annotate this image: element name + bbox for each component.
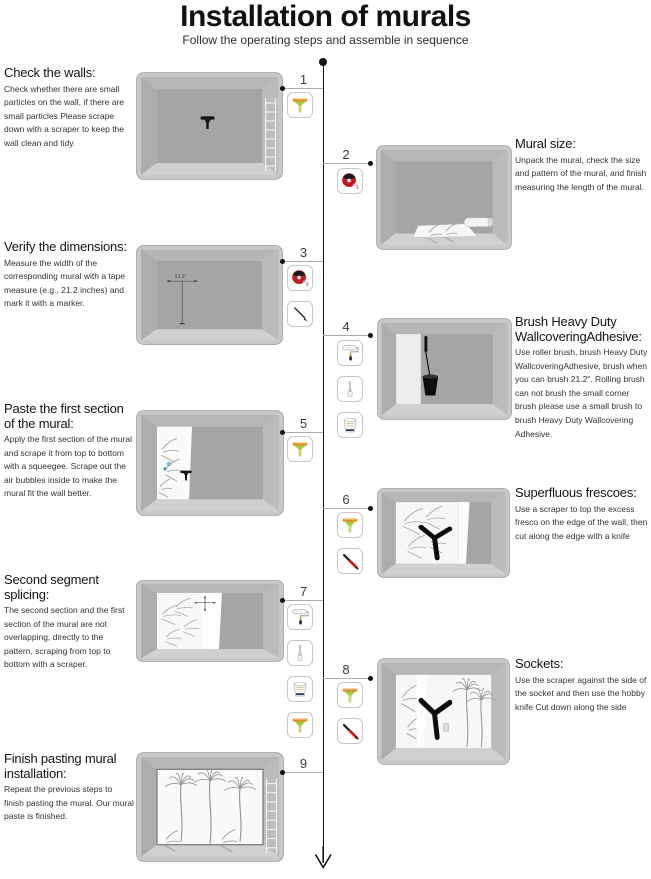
roller-brush-icon [337, 340, 363, 366]
step-connector [284, 416, 323, 433]
step-number: 1 [299, 72, 308, 87]
squeegee-icon [287, 712, 313, 738]
svg-text:21.2": 21.2" [174, 273, 187, 280]
squeegee-icon [337, 512, 363, 538]
connector-line [323, 163, 369, 164]
step-tool-icons [337, 340, 363, 438]
connector-line [284, 432, 323, 433]
connector-dot [280, 770, 285, 775]
roller-brush-icon [287, 604, 313, 630]
step-title: Finish pasting mural installation: [4, 751, 117, 781]
step-text-block [4, 66, 134, 151]
step-text-block [4, 752, 134, 824]
step-text-block [515, 486, 649, 543]
connector-dot [280, 430, 285, 435]
step-body: The second section and the first section of the mural are not overlapping, directly to the pattern, scraping from top to bottom with a scraper. [4, 605, 125, 670]
step-number: 7 [299, 584, 308, 599]
step-tool-icons [287, 436, 313, 462]
connector-line [323, 678, 369, 679]
step-connector [284, 756, 323, 773]
step-title: Mural size: [515, 136, 576, 151]
timeline-line [323, 62, 325, 850]
step-connector [323, 662, 369, 679]
step-illustration [136, 410, 284, 516]
squeegee-icon [287, 92, 313, 118]
step-text-block [515, 657, 649, 714]
tape-measure-icon [337, 168, 363, 194]
step-body: Use roller brush, brush Heavy Duty WallcoveringAdhesive, brush when you can brush 21.2". Rolling brush can not brush the small corner brush please use a small brush to brush Heavy Duty Wallcovering Adhesive. [515, 347, 648, 439]
knife-icon [337, 718, 363, 744]
step-number: 4 [342, 319, 350, 334]
step-body: Measure the width of the corresponding mural with a tape measure (e.g., 21.2 inches) and mark it with a marker. [4, 257, 125, 309]
page-title: Installation of murals [180, 0, 471, 33]
step-connector [323, 319, 369, 336]
step-connector [323, 147, 369, 164]
step-tool-icons [337, 682, 363, 744]
timeline-arrow-down-icon [314, 846, 333, 870]
step-number: 6 [342, 492, 350, 507]
step-body: Apply the first section of the mural and scrape it from top to bottom with a squeegee. Scrape out the air bubbles inside to make the mural fit the wall better. [4, 434, 133, 499]
step-number: 5 [299, 416, 308, 431]
step-illustration [377, 658, 510, 765]
step-text-block [4, 573, 134, 672]
step-title: Second segment splicing: [4, 572, 99, 602]
step-text-block [4, 402, 134, 501]
connector-dot [368, 676, 373, 681]
connector-line [284, 88, 323, 89]
step-number: 3 [299, 245, 308, 260]
connector-dot [368, 506, 373, 511]
step-illustration [136, 752, 284, 862]
step-connector [284, 245, 323, 262]
step-connector [323, 492, 369, 509]
connector-line [284, 261, 323, 262]
step-illustration [136, 72, 283, 180]
step-tool-icons [287, 265, 313, 327]
step-tool-icons [287, 92, 313, 118]
tape-measure-icon [287, 265, 313, 291]
step-illustration [377, 488, 510, 578]
step-title: Paste the first section of the mural: [4, 401, 124, 431]
step-number: 8 [342, 662, 350, 677]
page-subtitle: Follow the operating steps and assemble in sequence [182, 33, 469, 47]
step-connector [284, 72, 323, 89]
connector-dot [280, 598, 285, 603]
step-text-block [515, 137, 648, 194]
step-title: Sockets: [515, 656, 564, 671]
step-tool-icons [337, 168, 363, 194]
step-body: Use a scraper to top the excess fresco on the edge of the wall, then cut along the edge with a knife [515, 503, 648, 541]
step-body: Repeat the previous steps to finish pasting the mural. Our mural paste is finished. [4, 784, 134, 822]
step-tool-icons [337, 512, 363, 574]
step-body: Unpack the mural, check the size and pattern of the mural, and finish measuring the length of the mural. [515, 154, 647, 192]
marker-icon [287, 301, 313, 327]
step-text-block [4, 240, 134, 311]
step-title: Brush Heavy Duty WallcoveringAdhesive: [515, 314, 642, 344]
step-illustration [136, 245, 283, 345]
step-tool-icons [287, 604, 313, 738]
adhesive-bucket-icon [337, 412, 363, 438]
step-number: 9 [299, 756, 308, 771]
connector-dot [368, 161, 373, 166]
step-title: Check the walls: [4, 65, 96, 80]
small-brush-icon [337, 376, 363, 402]
step-illustration [377, 318, 512, 420]
step-number: 2 [342, 147, 350, 162]
small-brush-icon [287, 640, 313, 666]
squeegee-icon [337, 682, 363, 708]
step-illustration [376, 145, 512, 250]
step-title: Superfluous frescoes: [515, 485, 637, 500]
knife-icon [337, 548, 363, 574]
connector-dot [280, 86, 285, 91]
adhesive-bucket-icon [287, 676, 313, 702]
squeegee-icon [287, 436, 313, 462]
connector-line [323, 335, 369, 336]
connector-dot [280, 259, 285, 264]
step-body: Use the scraper against the side of the socket and then use the hobby knife Cut down along the side [515, 674, 647, 712]
step-body: Check whether there are small particles on the wall, if there are small particles Please scrape down with a scraper to keep the wall clean and tidy. [4, 83, 125, 148]
step-connector [284, 584, 323, 601]
step-illustration [136, 580, 284, 662]
connector-dot [368, 333, 373, 338]
connector-line [323, 508, 369, 509]
step-title: Verify the dimensions: [4, 239, 127, 254]
connector-line [284, 600, 323, 601]
step-text-block [515, 315, 649, 441]
connector-line [284, 772, 323, 773]
